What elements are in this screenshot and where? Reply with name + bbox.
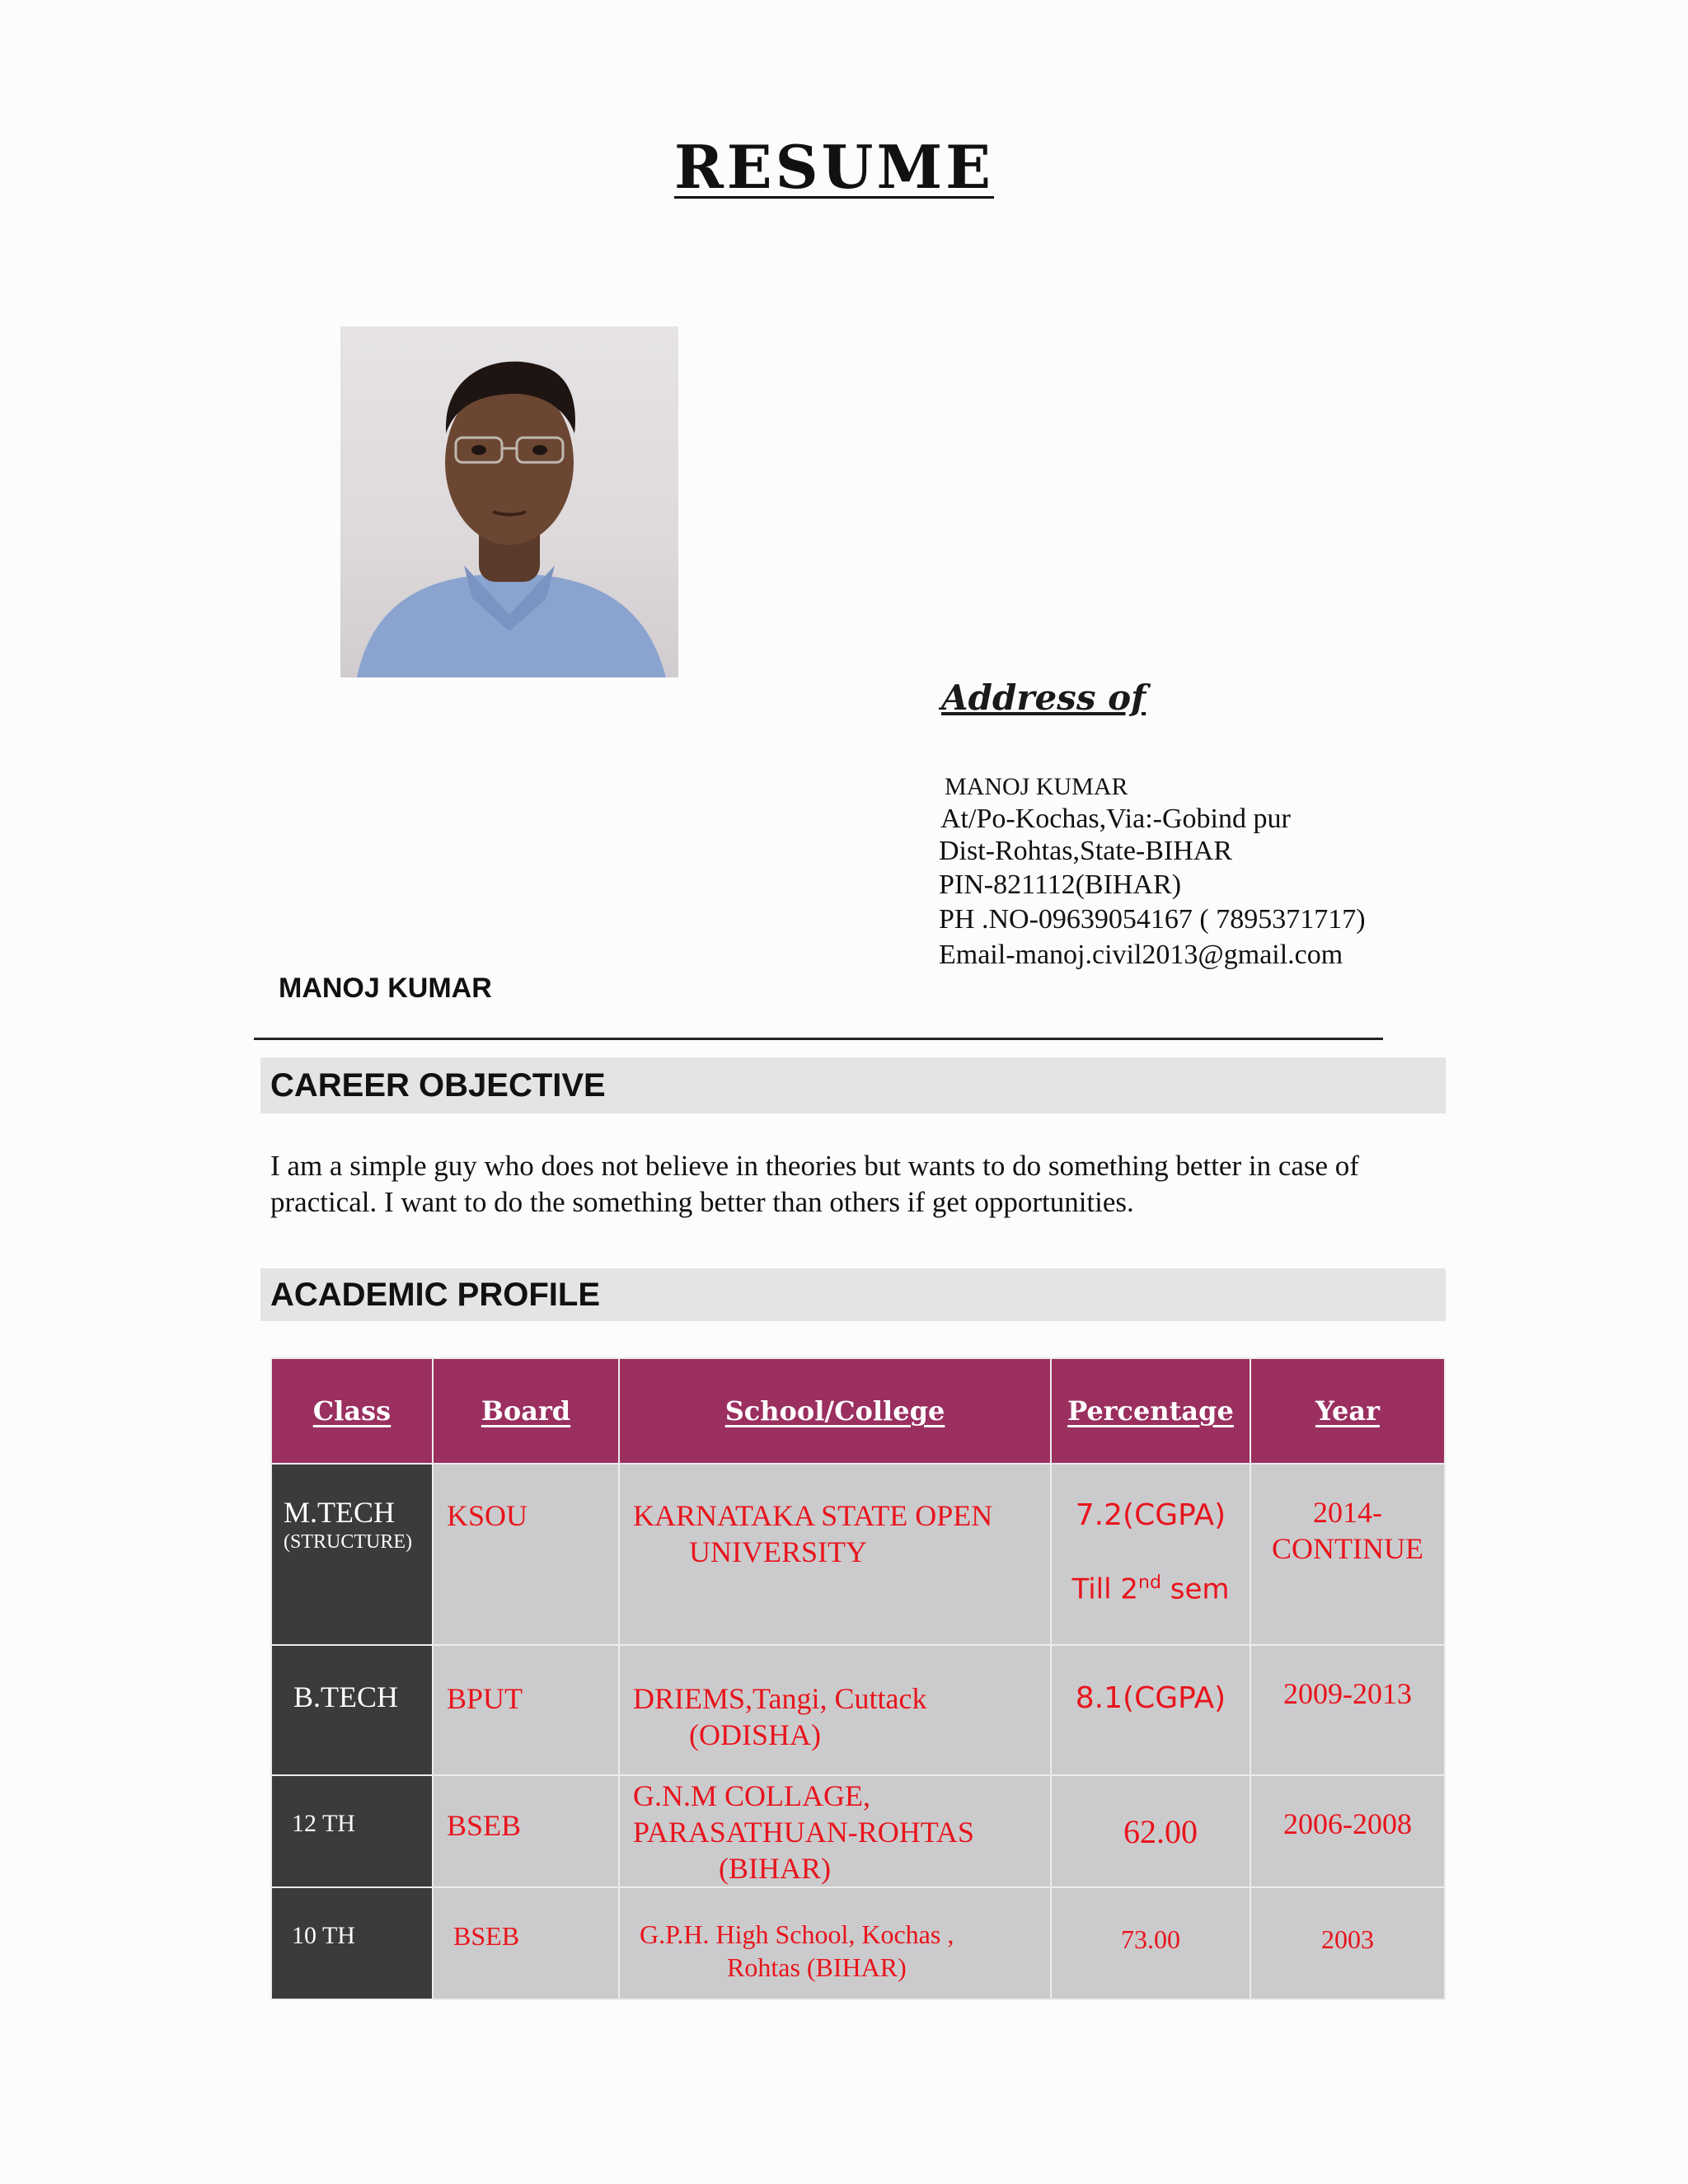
percentage-note: Till 2nd sem bbox=[1071, 1572, 1230, 1606]
class-cell bbox=[271, 1775, 433, 1887]
address-heading: Address of bbox=[941, 677, 1146, 718]
address-pin: PIN-821112(BIHAR) bbox=[939, 869, 1182, 900]
class-value: 10 TH bbox=[292, 1922, 355, 1949]
school-line: UNIVERSITY bbox=[689, 1535, 867, 1568]
class-value: 12 TH bbox=[292, 1810, 355, 1837]
school-line: G.N.M COLLAGE, bbox=[633, 1779, 870, 1812]
school-cell bbox=[619, 1887, 1051, 1999]
career-objective-bar bbox=[260, 1057, 1446, 1113]
class-value: B.TECH bbox=[293, 1680, 399, 1713]
header-class: Class bbox=[271, 1358, 433, 1464]
percentage-cell bbox=[1051, 1645, 1250, 1775]
school-line: (ODISHA) bbox=[689, 1718, 821, 1751]
class-value: M.TECH bbox=[284, 1496, 395, 1529]
board-cell: BPUT bbox=[433, 1645, 619, 1775]
percentage-cell bbox=[1051, 1464, 1250, 1645]
header-year: Year bbox=[1250, 1358, 1445, 1464]
address-email: Email-manoj.civil2013@gmail.com bbox=[939, 940, 1343, 970]
year-line: 2009-2013 bbox=[1283, 1677, 1412, 1710]
percentage-value: 7.2(CGPA) bbox=[1075, 1498, 1226, 1532]
percentage-value: 8.1(CGPA) bbox=[1075, 1681, 1226, 1715]
year-line: CONTINUE bbox=[1272, 1532, 1423, 1565]
header-school: School/College bbox=[619, 1358, 1051, 1464]
school-line: PARASATHUAN-ROHTAS bbox=[633, 1816, 974, 1849]
year-cell bbox=[1250, 1775, 1445, 1887]
academic-profile-bar bbox=[260, 1268, 1446, 1321]
school-cell bbox=[619, 1645, 1051, 1775]
address-line-2: Dist-Rohtas,State-BIHAR bbox=[939, 836, 1233, 866]
year-line: 2006-2008 bbox=[1283, 1807, 1412, 1840]
table-row bbox=[271, 1887, 1445, 1999]
board-cell: BSEB bbox=[433, 1775, 619, 1887]
year-cell bbox=[1250, 1464, 1445, 1645]
board-cell: KSOU bbox=[433, 1464, 619, 1645]
year-line: 2003 bbox=[1321, 1924, 1374, 1954]
table-row bbox=[271, 1464, 1445, 1645]
divider bbox=[254, 1038, 1383, 1040]
class-cell bbox=[271, 1464, 433, 1645]
school-line: G.P.H. High School, Kochas , bbox=[640, 1919, 954, 1949]
year-line: 2014- bbox=[1313, 1496, 1382, 1529]
percentage-cell bbox=[1051, 1775, 1250, 1887]
class-sub: (STRUCTURE) bbox=[284, 1531, 412, 1553]
header-board: Board bbox=[433, 1358, 619, 1464]
percentage-value: 62.00 bbox=[1123, 1813, 1198, 1850]
address-name: MANOJ KUMAR bbox=[945, 773, 1128, 800]
academic-table bbox=[270, 1357, 1446, 2000]
class-cell bbox=[271, 1645, 433, 1775]
school-line: DRIEMS,Tangi, Cuttack bbox=[633, 1682, 927, 1715]
year-cell bbox=[1250, 1887, 1445, 1999]
profile-photo bbox=[340, 326, 678, 677]
career-objective-text: I am a simple guy who does not believe in theories but wants to do something better in case of practical. I want to do the something better than others if get opportunities. bbox=[270, 1150, 1359, 1218]
candidate-name: MANOJ KUMAR bbox=[279, 972, 492, 1004]
career-objective-heading: CAREER OBJECTIVE bbox=[270, 1066, 606, 1104]
school-line: (BIHAR) bbox=[719, 1852, 831, 1885]
address-phone: PH .NO-09639054167 ( 7895371717) bbox=[939, 904, 1366, 935]
school-cell bbox=[619, 1464, 1051, 1645]
table-header-row bbox=[271, 1358, 1445, 1464]
percentage-cell bbox=[1051, 1887, 1250, 1999]
table-row bbox=[271, 1645, 1445, 1775]
header-percentage: Percentage bbox=[1051, 1358, 1250, 1464]
address-line-1: At/Po-Kochas,Via:-Gobind pur bbox=[940, 804, 1291, 834]
school-cell bbox=[619, 1775, 1051, 1887]
school-line: KARNATAKA STATE OPEN bbox=[633, 1499, 993, 1532]
year-cell bbox=[1250, 1645, 1445, 1775]
table-row bbox=[271, 1775, 1445, 1887]
class-cell bbox=[271, 1887, 433, 1999]
academic-profile-heading: ACADEMIC PROFILE bbox=[270, 1276, 600, 1313]
page-title: RESUME bbox=[673, 132, 995, 202]
percentage-value: 73.00 bbox=[1121, 1924, 1180, 1954]
board-cell: BSEB bbox=[433, 1887, 619, 1999]
school-line: Rohtas (BIHAR) bbox=[727, 1952, 907, 1982]
